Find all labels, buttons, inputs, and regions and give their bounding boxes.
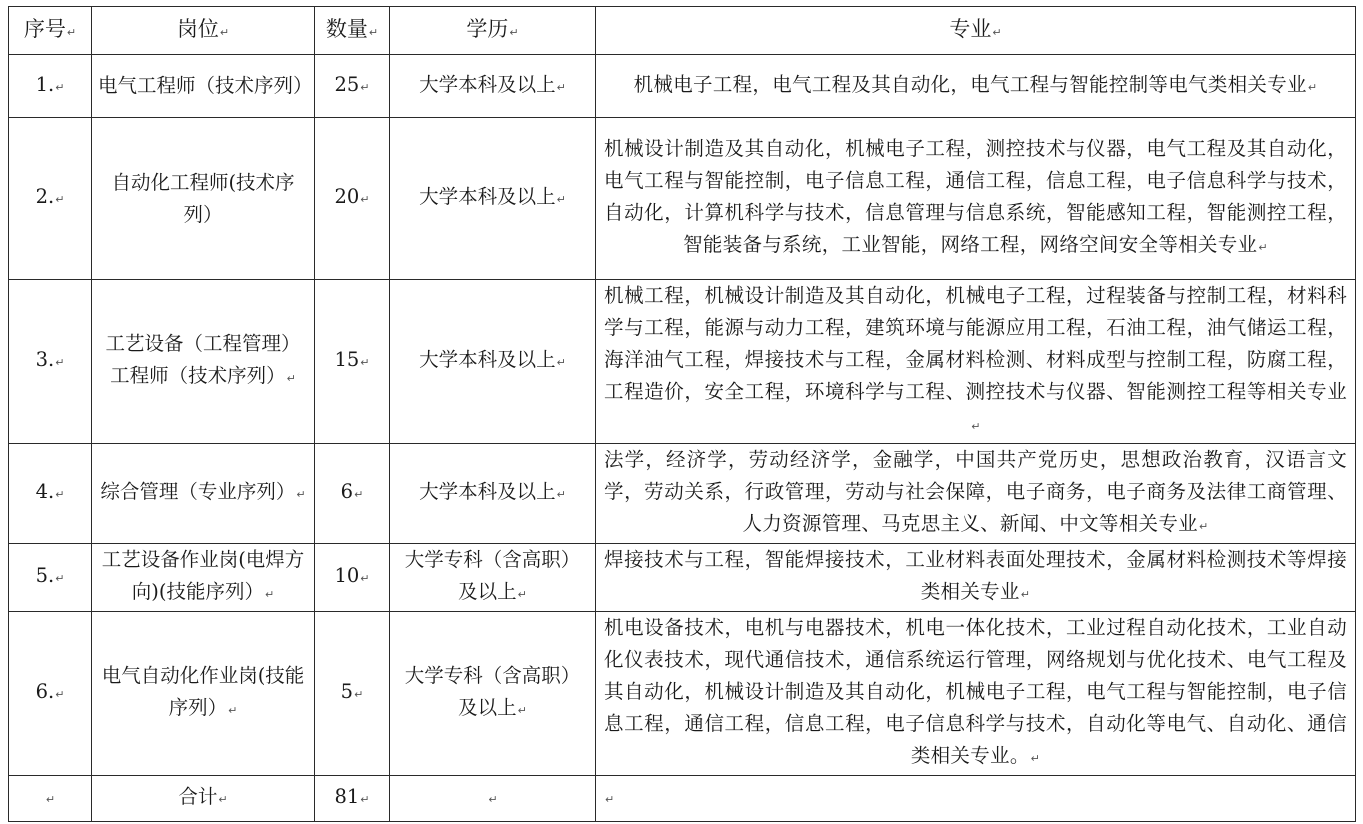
cell-index: 5.↵ [9,544,92,612]
cell-count: 5↵ [315,612,390,776]
cell-total-label: 合计↵ [92,776,315,822]
cell-major: 机械设计制造及其自动化，机械电子工程，测控技术与仪器，电气工程及其自动化，电气工程与智能控制，电子信息工程，通信工程，信息工程，电子信息科学与技术，自动化，计算机科学与技术，信息管理与信息系统，智能感知工程，智能测控工程，智能装备与系统，工业智能，网络工程，网络空间安全等相关专业↵ [596,118,1356,280]
cell-position: 自动化工程师(技术序列） [92,118,315,280]
cell-position: 工艺设备作业岗(电焊方向)(技能序列）↵ [92,544,315,612]
cell-position: 电气自动化作业岗(技能序列）↵ [92,612,315,776]
table-row [9,444,1356,544]
paragraph-mark-icon: ↵ [354,488,364,501]
cell-position: 工艺设备（工程管理）工程师（技术序列）↵ [92,280,315,444]
cell-major: 机电设备技术，电机与电器技术，机电一体化技术，工业过程自动化技术，工业自动化仪表技术，现代通信技术，通信系统运行管理，网络规划与优化技术、电气工程及其自动化，机械设计制造及其自动化，机械电子工程，电气工程与智能控制，电子信息工程，通信工程，信息工程，电子信息科学与技术，自动化等电气、自动化、通信类相关专业。↵ [596,612,1356,776]
paragraph-mark-icon: ↵ [55,488,65,501]
header-index: 序号↵ [9,7,92,55]
cell-position: 综合管理（专业序列）↵ [92,444,315,544]
header-education: 学历↵ [390,7,596,55]
paragraph-mark-icon: ↵ [218,793,228,806]
paragraph-mark-icon: ↵ [55,193,65,206]
paragraph-mark-icon: ↵ [265,588,275,601]
table-row [9,612,1356,776]
paragraph-mark-icon: ↵ [360,80,370,94]
paragraph-mark-icon: ↵ [517,704,527,717]
paragraph-mark-icon: ↵ [1030,752,1041,765]
table-row [9,544,1356,612]
cell-education [390,776,596,822]
cell-count: 20↵ [315,118,390,280]
cell-position: 电气工程师（技术序列） [92,55,315,118]
header-position: 岗位↵ [92,7,315,55]
paragraph-mark-icon: ↵ [360,193,370,206]
paragraph-mark-icon: ↵ [360,572,370,585]
paragraph-mark-icon: ↵ [971,420,981,433]
header-major: 专业↵ [596,7,1356,55]
table-row [9,55,1356,118]
paragraph-mark-icon: ↵ [556,356,566,369]
paragraph-mark-icon: ↵ [556,80,566,94]
paragraph-mark-icon: ↵ [354,688,364,701]
paragraph-mark-icon: ↵ [55,356,65,369]
cell-education: 大学本科及以上↵ [390,118,596,280]
cell-education: 大学本科及以上↵ [390,444,596,544]
header-row [9,7,1356,55]
paragraph-mark-icon: ↵ [517,588,527,601]
cell-major: 机械电子工程，电气工程及其自动化，电气工程与智能控制等电气类相关专业↵ [596,55,1356,118]
recruitment-table [8,6,1356,822]
paragraph-mark-icon: ↵ [66,25,77,39]
cell-education: 大学专科（含高职）及以上↵ [390,612,596,776]
cell-major: 法学，经济学，劳动经济学，金融学，中国共产党历史，思想政治教育，汉语言文学，劳动关系，行政管理，劳动与社会保障，电子商务，电子商务及法律工商管理、人力资源管理、马克思主义、新闻、中文等相关专业↵ [596,444,1356,544]
paragraph-mark-icon: ↵ [360,356,370,369]
cell-education: 大学本科及以上↵ [390,55,596,118]
paragraph-mark-icon: ↵ [55,80,65,94]
paragraph-mark-icon: ↵ [1198,520,1209,533]
cell-major [596,776,1356,822]
paragraph-mark-icon: ↵ [1020,588,1031,601]
paragraph-mark-icon: ↵ [488,793,498,806]
cell-education: 大学本科及以上↵ [390,280,596,444]
cell-index: 6.↵ [9,612,92,776]
cell-count: 15↵ [315,280,390,444]
paragraph-mark-icon: ↵ [992,25,1002,39]
paragraph-mark-icon: ↵ [368,25,379,39]
cell-count: 25↵ [315,55,390,118]
paragraph-mark-icon: ↵ [286,372,296,385]
cell-index: 1.↵ [9,55,92,118]
paragraph-mark-icon: ↵ [228,704,238,717]
table-row [9,280,1356,444]
paragraph-mark-icon: ↵ [1258,241,1268,254]
cell-major: 焊接技术与工程，智能焊接技术，工业材料表面处理技术，金属材料检测技术等焊接类相关专业↵ [596,544,1356,612]
paragraph-mark-icon: ↵ [360,793,370,806]
paragraph-mark-icon: ↵ [556,193,566,206]
cell-count: 10↵ [315,544,390,612]
total-row [9,776,1356,822]
cell-index: 2.↵ [9,118,92,280]
paragraph-mark-icon: ↵ [1307,80,1318,94]
paragraph-mark-icon: ↵ [605,793,615,806]
table-row [9,118,1356,280]
cell-education: 大学专科（含高职）及以上↵ [390,544,596,612]
paragraph-mark-icon: ↵ [296,488,306,501]
cell-index [9,776,92,822]
cell-major: 机械工程，机械设计制造及其自动化，机械电子工程，过程装备与控制工程，材料科学与工程，能源与动力工程，建筑环境与能源应用工程，石油工程，油气储运工程，海洋油气工程，焊接技术与工程，金属材料检测、材料成型与控制工程，防腐工程，工程造价，安全工程，环境科学与工程、测控技术与仪器、智能测控工程等相关专业↵ [596,280,1356,444]
cell-count: 6↵ [315,444,390,544]
cell-index: 3.↵ [9,280,92,444]
paragraph-mark-icon: ↵ [55,572,65,585]
paragraph-mark-icon: ↵ [509,25,519,39]
cell-index: 4.↵ [9,444,92,544]
header-count: 数量↵ [315,7,390,55]
paragraph-mark-icon: ↵ [55,688,65,701]
paragraph-mark-icon: ↵ [45,793,56,806]
cell-total-count: 81↵ [315,776,390,822]
paragraph-mark-icon: ↵ [556,488,566,501]
paragraph-mark-icon: ↵ [219,25,230,39]
